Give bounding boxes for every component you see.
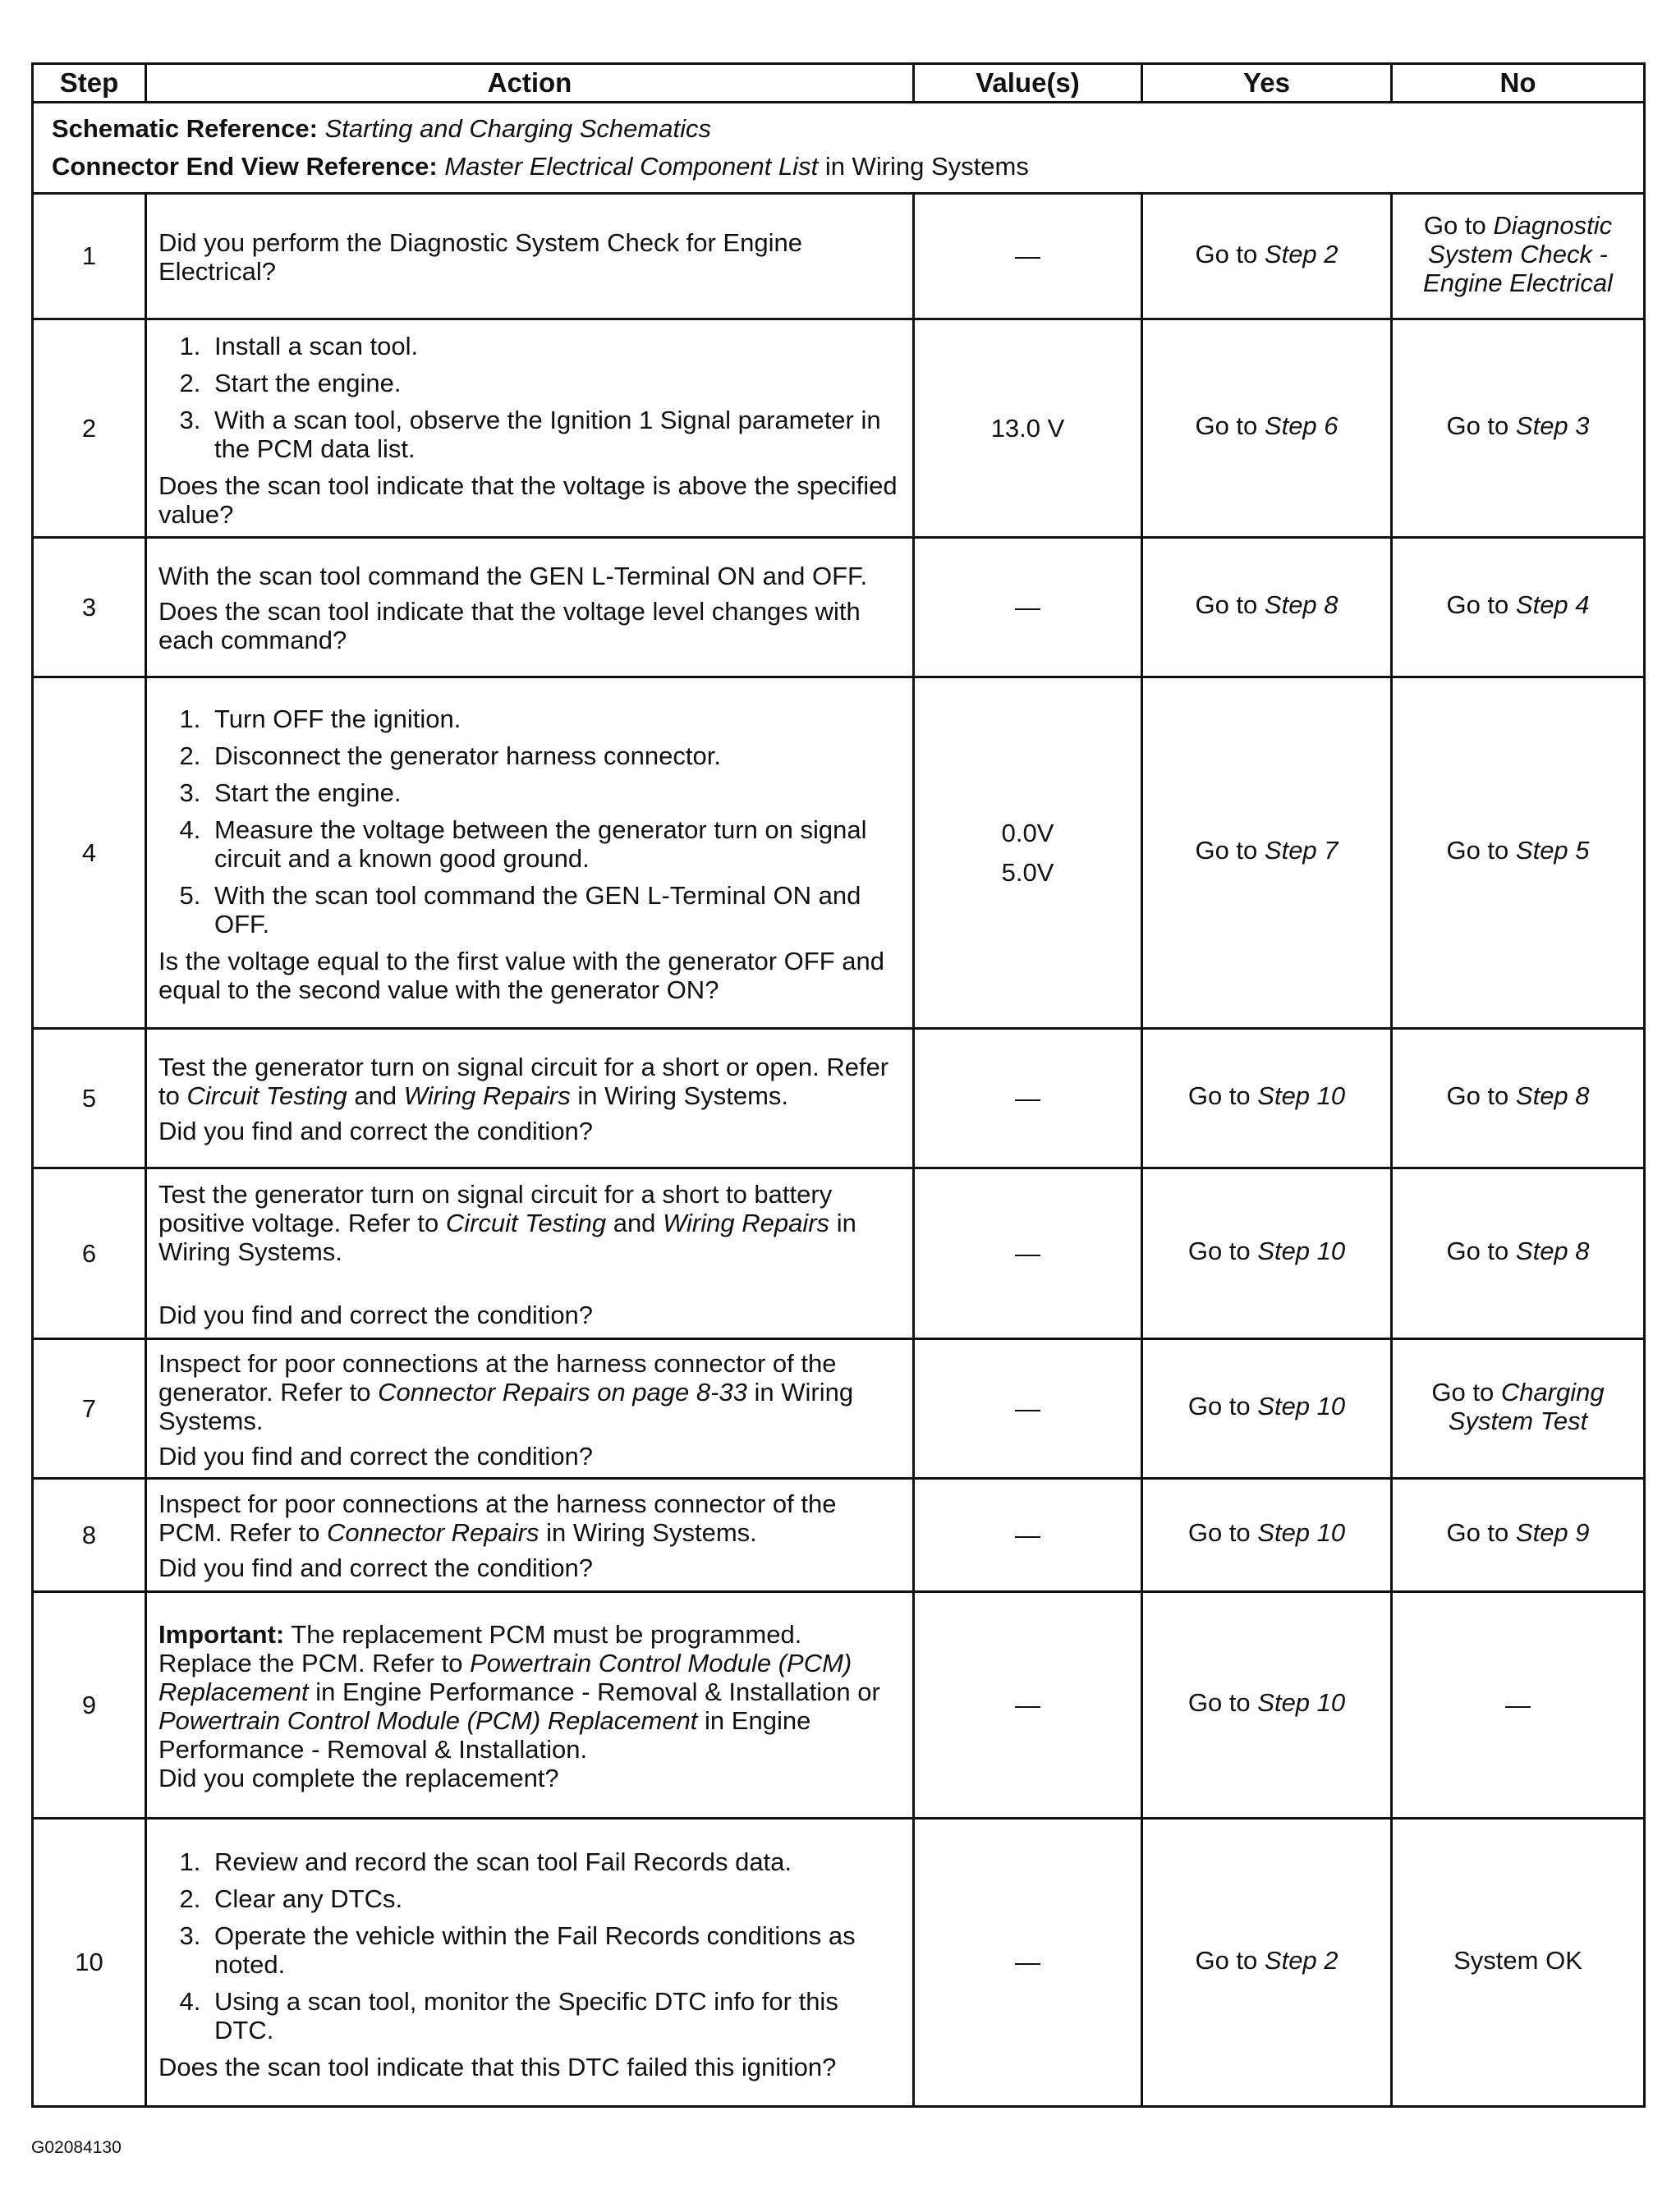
no-step: Step 8 <box>1515 1237 1590 1265</box>
connector-reference <box>52 148 1635 186</box>
connector-reference-suffix: in Wiring Systems <box>824 152 1029 181</box>
step-number: 5 <box>33 1029 146 1168</box>
step-row-1 <box>33 194 1645 319</box>
no-cell <box>1392 538 1645 677</box>
no-prefix: Go to <box>1446 1237 1509 1265</box>
step-row-3 <box>33 538 1645 677</box>
step-number: 3 <box>33 538 146 677</box>
action-item: 3. With a scan tool, observe the Ignition 1 Signal parameter in the PCM data list. <box>208 406 904 463</box>
action-text-part: in Engine Performance - Removal & Installation or <box>315 1677 880 1706</box>
action-text-part: Test the generator turn on signal circuit for a short to battery positive voltage. Refer to <box>158 1179 833 1237</box>
action-item: 2. Start the engine. <box>208 369 904 397</box>
no-cell: System OK <box>1392 1819 1645 2107</box>
no-prefix: Go to <box>1446 590 1509 619</box>
schematic-reference-label: Schematic Reference: <box>52 114 318 143</box>
action-text-part: in Wiring Systems. <box>577 1081 789 1110</box>
figure-id: G02084130 <box>31 2138 122 2157</box>
action-item: 1. Review and record the scan tool Fail Records data. <box>208 1847 904 1876</box>
action-text-part: Test the generator turn on signal circuit for a short or open. Refer to <box>158 1053 889 1110</box>
no-reference: Diagnostic System Check - Engine Electrical <box>1423 211 1613 297</box>
action-question: Did you find and correct the condition? <box>158 1117 594 1145</box>
action-reference: Powertrain Control Module (PCM) Replacement <box>158 1705 698 1735</box>
action-text <box>158 1349 904 1435</box>
yes-step: Step 2 <box>1264 1945 1339 1975</box>
action-item: 3. Start the engine. <box>208 778 904 807</box>
no-cell <box>1392 1339 1645 1479</box>
action-text-part: in Wiring Systems. <box>546 1518 757 1547</box>
value-second: 5.0V <box>1001 857 1054 887</box>
action-reference: Powertrain Control Module (PCM) Replacement <box>158 1648 852 1706</box>
action-text-part: in Wiring Systems. <box>158 1208 856 1266</box>
no-cell <box>1392 677 1645 1029</box>
step-row-7 <box>33 1339 1645 1479</box>
action-item: 5. With the scan tool command the GEN L-Terminal ON and OFF. <box>208 881 904 938</box>
action-text-part: Inspect for poor connections at the harness connector of the PCM. Refer to <box>158 1489 837 1547</box>
no-prefix: Go to <box>1446 1518 1509 1547</box>
action-text-part: and <box>613 1208 656 1237</box>
value-cell: — <box>914 538 1142 677</box>
important-label: Important: <box>158 1619 285 1649</box>
yes-prefix: Go to <box>1187 1237 1251 1265</box>
yes-step: Step 10 <box>1257 1688 1346 1717</box>
yes-prefix: Go to <box>1187 1392 1251 1420</box>
step-number: 7 <box>33 1339 146 1479</box>
no-reference: Charging System Test <box>1448 1377 1605 1435</box>
yes-step: Step 8 <box>1264 590 1339 619</box>
value-cell: — <box>914 1168 1142 1339</box>
no-prefix: Go to <box>1423 211 1486 240</box>
action-reference: Connector Repairs <box>327 1518 540 1547</box>
action-question: Does the scan tool indicate that the voltage level changes with each command? <box>158 597 861 654</box>
schematic-reference-value: Starting and Charging Schematics <box>324 114 711 143</box>
spacer <box>158 1273 904 1301</box>
step-number: 9 <box>33 1592 146 1819</box>
action-cell <box>146 538 914 677</box>
yes-prefix: Go to <box>1187 1688 1251 1717</box>
action-question: Did you find and correct the condition? <box>158 1300 594 1329</box>
no-step: Step 4 <box>1515 590 1590 619</box>
step-row-8 <box>33 1479 1645 1592</box>
action-text-part: Inspect for poor connections at the harness connector of the generator. Refer to <box>158 1348 837 1407</box>
action-cell <box>146 319 914 538</box>
yes-step: Step 10 <box>1257 1392 1346 1420</box>
action-reference: Circuit Testing <box>445 1208 607 1237</box>
action-cell <box>146 1479 914 1592</box>
step-row-5 <box>33 1029 1645 1168</box>
action-item: 1. Install a scan tool. <box>208 332 904 360</box>
yes-cell <box>1142 1592 1392 1819</box>
action-item: 2. Clear any DTCs. <box>208 1884 904 1913</box>
header-values: Value(s) <box>914 64 1142 103</box>
no-cell <box>1392 1479 1645 1592</box>
no-prefix: Go to <box>1446 411 1509 440</box>
action-question: Does the scan tool indicate that this DTC failed this ignition? <box>158 2052 837 2081</box>
step-number: 4 <box>33 677 146 1029</box>
yes-prefix: Go to <box>1187 1081 1251 1110</box>
step-number: 2 <box>33 319 146 538</box>
header-step: Step <box>33 64 146 103</box>
yes-step: Step 10 <box>1257 1237 1346 1265</box>
yes-prefix: Go to <box>1195 1945 1258 1975</box>
diagnostic-table <box>31 62 1646 2108</box>
step-row-4 <box>33 677 1645 1029</box>
yes-cell <box>1142 1339 1392 1479</box>
yes-cell <box>1142 538 1392 677</box>
no-step: Step 3 <box>1515 411 1590 440</box>
action-text-part: Replace the PCM. Refer to <box>158 1648 463 1677</box>
value-cell: — <box>914 1819 1142 2107</box>
yes-step: Step 10 <box>1257 1518 1346 1547</box>
action-text: Did you perform the Diagnostic System Check for Engine Electrical? <box>158 228 802 286</box>
important-note <box>158 1620 904 1649</box>
references-cell <box>33 103 1645 194</box>
value-first: 0.0V <box>1001 818 1054 847</box>
yes-prefix: Go to <box>1187 1518 1251 1547</box>
action-text: With the scan tool command the GEN L-Terminal ON and OFF. <box>158 562 868 590</box>
step-row-10 <box>33 1819 1645 2107</box>
step-number: 1 <box>33 194 146 319</box>
action-cell <box>146 677 914 1029</box>
action-cell <box>146 1029 914 1168</box>
yes-prefix: Go to <box>1195 239 1258 268</box>
action-reference: Wiring Repairs <box>403 1081 571 1110</box>
action-cell <box>146 1592 914 1819</box>
action-reference: Connector Repairs on page 8-33 <box>378 1377 747 1407</box>
schematic-reference <box>52 110 1635 148</box>
value-cell: 13.0 V <box>914 319 1142 538</box>
yes-cell <box>1142 1168 1392 1339</box>
no-cell <box>1392 1029 1645 1168</box>
action-list <box>158 704 904 938</box>
no-step: Step 8 <box>1515 1081 1590 1110</box>
no-step: Step 9 <box>1515 1518 1590 1547</box>
action-reference: Circuit Testing <box>186 1081 347 1110</box>
action-text-part: in Wiring Systems. <box>158 1377 854 1435</box>
no-cell <box>1392 1168 1645 1339</box>
header-no: No <box>1392 64 1645 103</box>
value-cell: — <box>914 1592 1142 1819</box>
action-question: Did you find and correct the condition? <box>158 1553 594 1582</box>
yes-cell <box>1142 677 1392 1029</box>
action-cell <box>146 1339 914 1479</box>
step-number: 8 <box>33 1479 146 1592</box>
action-item: 3. Operate the vehicle within the Fail Records conditions as noted. <box>208 1921 904 1979</box>
action-list <box>158 332 904 463</box>
reference-row <box>33 103 1645 194</box>
action-text-part: and <box>354 1081 397 1110</box>
step-number: 10 <box>33 1819 146 2107</box>
action-list <box>158 1847 904 2044</box>
value-cell: — <box>914 1479 1142 1592</box>
header-yes: Yes <box>1142 64 1392 103</box>
value-cell: — <box>914 1339 1142 1479</box>
value-cell: — <box>914 1029 1142 1168</box>
important-text: The replacement PCM must be programmed. <box>291 1619 802 1649</box>
action-cell <box>146 194 914 319</box>
value-cell <box>914 677 1142 1029</box>
action-question: Did you find and correct the condition? <box>158 1441 594 1471</box>
yes-cell <box>1142 1029 1392 1168</box>
yes-step: Step 6 <box>1264 411 1339 440</box>
yes-step: Step 10 <box>1257 1081 1346 1110</box>
yes-step: Step 2 <box>1264 239 1339 268</box>
no-cell <box>1392 194 1645 319</box>
yes-cell <box>1142 194 1392 319</box>
yes-prefix: Go to <box>1195 590 1258 619</box>
yes-cell <box>1142 1819 1392 2107</box>
no-cell: — <box>1392 1592 1645 1819</box>
step-number: 6 <box>33 1168 146 1339</box>
no-prefix: Go to <box>1446 836 1509 865</box>
value-cell: — <box>914 194 1142 319</box>
no-prefix: Go to <box>1446 1081 1509 1110</box>
action-text <box>158 1180 904 1266</box>
action-reference: Wiring Repairs <box>663 1208 830 1237</box>
no-prefix: Go to <box>1431 1377 1495 1407</box>
no-step: Step 5 <box>1515 836 1590 865</box>
connector-reference-label: Connector End View Reference: <box>52 152 438 181</box>
step-row-2 <box>33 319 1645 538</box>
no-cell <box>1392 319 1645 538</box>
yes-cell <box>1142 319 1392 538</box>
action-cell <box>146 1819 914 2107</box>
action-text <box>158 1053 904 1110</box>
yes-step: Step 7 <box>1264 836 1339 865</box>
action-cell <box>146 1168 914 1339</box>
action-text <box>158 1489 904 1547</box>
action-question: Does the scan tool indicate that the voltage is above the specified value? <box>158 470 898 529</box>
yes-prefix: Go to <box>1195 411 1258 440</box>
action-question: Did you complete the replacement? <box>158 1763 559 1792</box>
action-item: 4. Measure the voltage between the generator turn on signal circuit and a known good ground. <box>208 815 904 873</box>
yes-cell <box>1142 1479 1392 1592</box>
action-item: 1. Turn OFF the ignition. <box>208 704 904 733</box>
yes-prefix: Go to <box>1195 836 1258 865</box>
header-action: Action <box>146 64 914 103</box>
action-question: Is the voltage equal to the first value with the generator OFF and equal to the second value with the generator ON? <box>158 947 884 1004</box>
action-item: 2. Disconnect the generator harness connector. <box>208 741 904 770</box>
action-text <box>158 1649 904 1764</box>
header-row <box>33 64 1645 103</box>
step-row-6 <box>33 1168 1645 1339</box>
step-row-9 <box>33 1592 1645 1819</box>
action-text-part: in Engine Performance - Removal & Installation. <box>158 1705 811 1764</box>
connector-reference-value: Master Electrical Component List <box>444 152 819 181</box>
action-item: 4. Using a scan tool, monitor the Specific DTC info for this DTC. <box>208 1987 904 2044</box>
